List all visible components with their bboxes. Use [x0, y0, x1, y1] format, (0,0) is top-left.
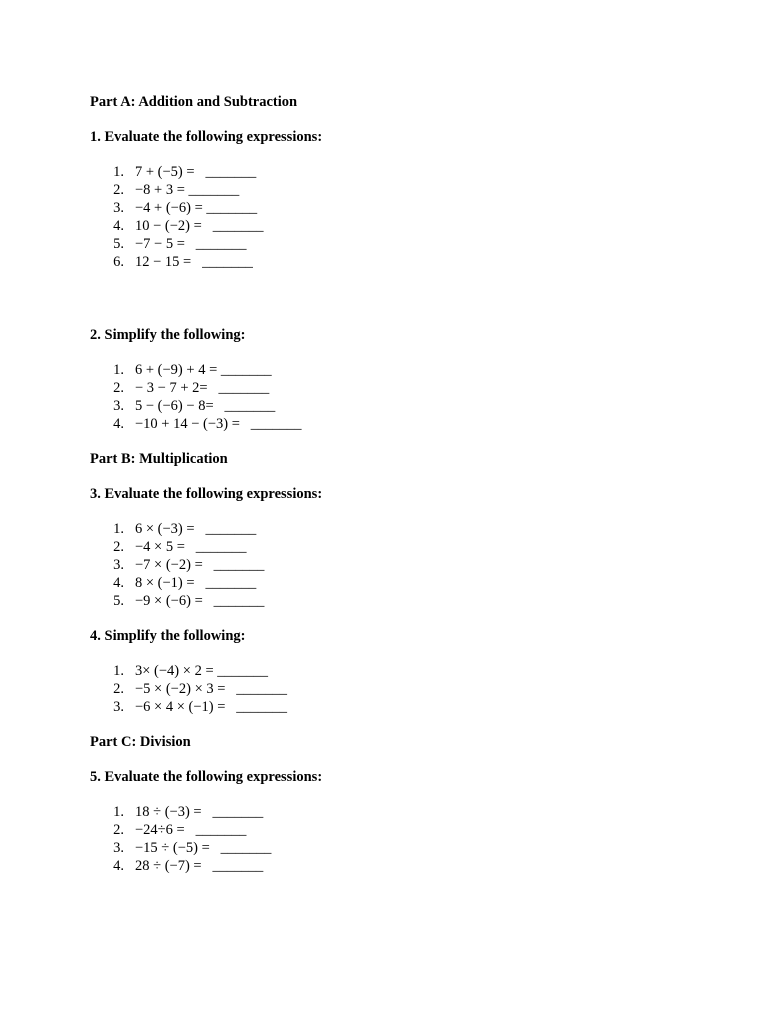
list-item [90, 163, 730, 181]
list-item [90, 397, 730, 415]
item-number: 2. [113, 380, 124, 396]
item-number: 2. [113, 822, 124, 838]
item-number: 5. [113, 236, 124, 252]
item-number: 4. [113, 575, 124, 591]
expression: 8 × (−1) = _______ [135, 575, 257, 591]
part-c-heading: Part C: Division [90, 734, 191, 750]
list-item [90, 556, 730, 574]
expression: 6 + (−9) + 4 = _______ [135, 362, 272, 378]
expression: 10 − (−2) = _______ [135, 218, 264, 234]
list-item [90, 538, 730, 556]
item-number: 3. [113, 840, 124, 856]
question-1-heading: 1. Evaluate the following expressions: [90, 129, 323, 145]
list-item [90, 520, 730, 538]
item-number: 1. [113, 663, 124, 679]
expression: −7 × (−2) = _______ [135, 557, 265, 573]
question-1-list [90, 163, 730, 271]
expression: −8 + 3 = _______ [135, 182, 240, 198]
list-item [90, 181, 730, 199]
list-item [90, 821, 730, 839]
item-number: 4. [113, 416, 124, 432]
item-number: 2. [113, 681, 124, 697]
expression: −4 × 5 = _______ [135, 539, 247, 555]
item-number: 1. [113, 362, 124, 378]
expression: −24÷6 = _______ [135, 822, 247, 838]
expression: −7 − 5 = _______ [135, 236, 247, 252]
list-item [90, 803, 730, 821]
list-item [90, 235, 730, 253]
question-5-list [90, 803, 730, 875]
expression: −9 × (−6) = _______ [135, 593, 265, 609]
item-number: 1. [113, 164, 124, 180]
expression: −4 + (−6) = _______ [135, 200, 258, 216]
expression: 7 + (−5) = _______ [135, 164, 257, 180]
list-item [90, 592, 730, 610]
item-number: 6. [113, 254, 124, 270]
item-number: 3. [113, 699, 124, 715]
expression: − 3 − 7 + 2= _______ [135, 380, 270, 396]
expression: −15 ÷ (−5) = _______ [135, 840, 272, 856]
list-item [90, 361, 730, 379]
list-item [90, 379, 730, 397]
part-b-heading: Part B: Multiplication [90, 451, 228, 467]
expression: 6 × (−3) = _______ [135, 521, 257, 537]
item-number: 1. [113, 521, 124, 537]
question-3-heading: 3. Evaluate the following expressions: [90, 486, 323, 502]
expression: 3× (−4) × 2 = _______ [135, 663, 268, 679]
list-item [90, 680, 730, 698]
item-number: 4. [113, 218, 124, 234]
item-number: 2. [113, 539, 124, 555]
question-4-heading: 4. Simplify the following: [90, 628, 246, 644]
part-a-heading: Part A: Addition and Subtraction [90, 94, 298, 110]
item-number: 1. [113, 804, 124, 820]
worksheet [90, 93, 730, 875]
list-item [90, 253, 730, 271]
expression: 28 ÷ (−7) = _______ [135, 858, 264, 874]
list-item [90, 574, 730, 592]
question-5-heading: 5. Evaluate the following expressions: [90, 769, 323, 785]
question-3-list [90, 520, 730, 610]
item-number: 5. [113, 593, 124, 609]
list-item [90, 217, 730, 235]
list-item [90, 662, 730, 680]
item-number: 3. [113, 398, 124, 414]
question-2-heading: 2. Simplify the following: [90, 327, 246, 343]
item-number: 4. [113, 858, 124, 874]
item-number: 3. [113, 200, 124, 216]
list-item [90, 839, 730, 857]
list-item [90, 199, 730, 217]
expression: 5 − (−6) − 8= _______ [135, 398, 276, 414]
expression: 18 ÷ (−3) = _______ [135, 804, 264, 820]
item-number: 3. [113, 557, 124, 573]
list-item [90, 698, 730, 716]
expression: 12 − 15 = _______ [135, 254, 253, 270]
question-4-list [90, 662, 730, 716]
expression: −10 + 14 − (−3) = _______ [135, 416, 302, 432]
list-item [90, 415, 730, 433]
expression: −5 × (−2) × 3 = _______ [135, 681, 288, 697]
question-2-list [90, 361, 730, 433]
item-number: 2. [113, 182, 124, 198]
list-item [90, 857, 730, 875]
expression: −6 × 4 × (−1) = _______ [135, 699, 288, 715]
